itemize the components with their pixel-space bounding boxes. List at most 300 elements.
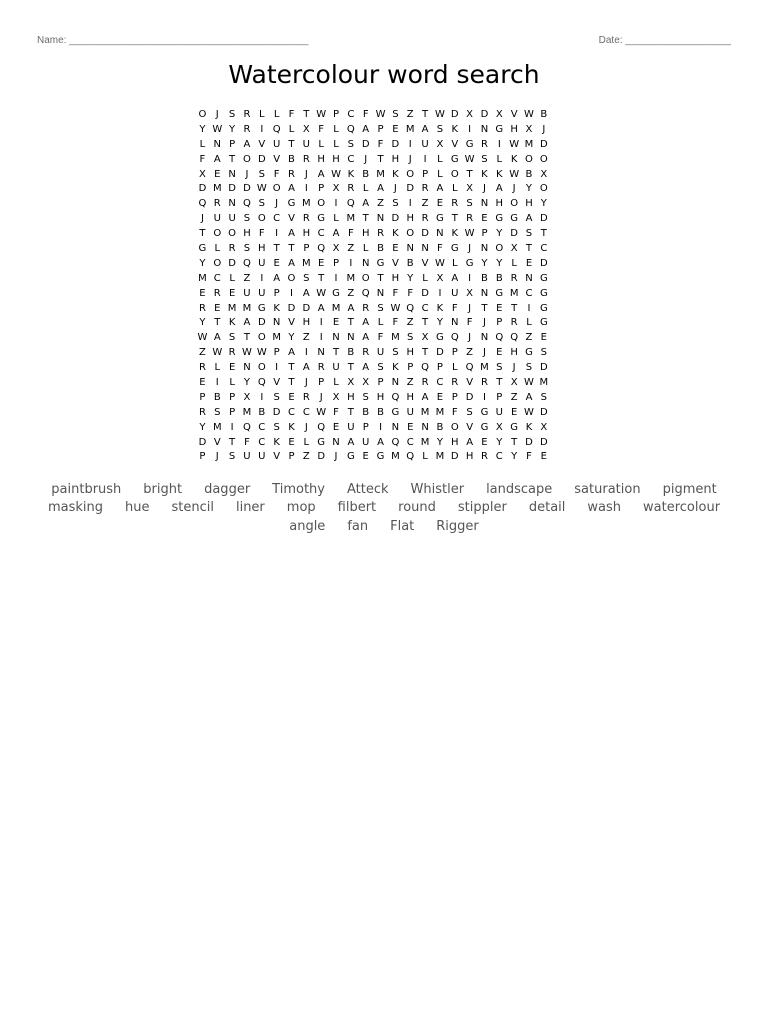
grid-letter: C xyxy=(525,287,533,299)
grid-letter: I xyxy=(379,421,383,433)
grid-letter: D xyxy=(228,183,236,195)
grid-letter: V xyxy=(510,108,518,120)
grid-letter: D xyxy=(510,228,518,240)
grid-letter: I xyxy=(260,272,264,284)
grid-letter: A xyxy=(273,272,281,284)
grid-letter: B xyxy=(406,257,414,269)
grid-letter: E xyxy=(392,123,399,135)
grid-letter: C xyxy=(421,302,429,314)
grid-row xyxy=(195,286,551,301)
grid-letter: T xyxy=(288,376,295,388)
word-bank-item: saturation xyxy=(574,481,641,497)
grid-letter: H xyxy=(391,153,400,165)
word-bank-line xyxy=(30,480,738,499)
word-bank-item: Rigger xyxy=(436,518,479,534)
grid-letter: A xyxy=(317,168,325,180)
grid-letter: A xyxy=(288,257,295,269)
grid-letter: U xyxy=(406,406,414,418)
grid-letter: I xyxy=(215,376,219,388)
grid-letter: V xyxy=(288,213,295,225)
grid-letter: F xyxy=(244,436,250,448)
grid-letter: G xyxy=(465,257,474,269)
grid-letter: X xyxy=(466,287,474,299)
grid-letter: N xyxy=(421,421,429,433)
grid-letter: M xyxy=(272,332,281,344)
grid-letter: R xyxy=(451,198,459,210)
grid-letter: G xyxy=(539,287,548,299)
grid-letter: I xyxy=(275,362,279,374)
grid-letter: N xyxy=(332,436,340,448)
grid-letter: A xyxy=(362,123,370,135)
grid-letter: E xyxy=(318,257,325,269)
grid-letter: Q xyxy=(272,123,281,135)
grid-letter: A xyxy=(332,228,340,240)
grid-letter: D xyxy=(257,317,266,329)
grid-letter: X xyxy=(540,168,548,180)
grid-letter: D xyxy=(421,287,429,299)
grid-letter: I xyxy=(482,391,486,403)
grid-letter: H xyxy=(465,451,474,463)
grid-letter: Z xyxy=(406,317,414,329)
grid-letter: A xyxy=(377,183,384,195)
grid-row xyxy=(195,345,551,360)
grid-letter: G xyxy=(376,257,385,269)
grid-letter: J xyxy=(542,123,546,135)
grid-letter: L xyxy=(451,183,458,195)
grid-letter: S xyxy=(540,347,547,359)
grid-letter: D xyxy=(436,347,444,359)
grid-letter: I xyxy=(319,332,323,344)
grid-row xyxy=(195,152,551,167)
grid-letter: M xyxy=(212,183,222,195)
grid-letter: G xyxy=(525,347,533,359)
grid-letter: J xyxy=(304,421,308,433)
grid-letter: A xyxy=(451,272,459,284)
grid-letter: G xyxy=(376,451,385,463)
grid-letter: J xyxy=(468,302,472,314)
grid-letter: R xyxy=(510,317,518,329)
grid-letter: T xyxy=(347,317,354,329)
word-bank-item: stippler xyxy=(457,500,507,516)
grid-letter: O xyxy=(406,168,415,180)
grid-letter: E xyxy=(510,406,518,418)
grid-letter: G xyxy=(346,451,355,463)
grid-letter: N xyxy=(480,332,489,344)
word-bank-item: Timothy xyxy=(272,481,325,497)
grid-letter: U xyxy=(376,347,385,359)
grid-letter: E xyxy=(288,436,295,448)
grid-letter: R xyxy=(198,302,206,314)
grid-letter: U xyxy=(258,451,266,463)
grid-letter: T xyxy=(288,138,295,150)
grid-letter: E xyxy=(362,451,369,463)
grid-letter: V xyxy=(451,138,459,150)
grid-letter: V xyxy=(466,376,474,388)
grid-row xyxy=(195,330,551,345)
grid-letter: P xyxy=(199,451,206,463)
grid-letter: P xyxy=(436,362,443,374)
grid-letter: C xyxy=(347,153,355,165)
grid-letter: B xyxy=(347,347,355,359)
grid-letter: E xyxy=(214,302,221,314)
grid-letter: K xyxy=(525,421,533,433)
grid-letter: G xyxy=(539,317,548,329)
grid-letter: I xyxy=(304,347,308,359)
grid-letter: T xyxy=(466,168,473,180)
grid-letter: R xyxy=(362,347,370,359)
word-bank-item: Atteck xyxy=(346,481,389,497)
grid-letter: Q xyxy=(450,332,459,344)
grid-letter: K xyxy=(288,421,295,433)
grid-letter: D xyxy=(228,257,236,269)
grid-letter: G xyxy=(391,406,400,418)
word-bank-line xyxy=(30,499,738,518)
word-bank-item: Flat xyxy=(390,518,415,534)
grid-letter: N xyxy=(391,376,400,388)
grid-letter: B xyxy=(377,406,384,418)
grid-letter: R xyxy=(288,168,295,180)
grid-letter: U xyxy=(362,436,370,448)
grid-letter: L xyxy=(511,257,517,269)
grid-letter: M xyxy=(391,332,400,344)
grid-row xyxy=(195,241,551,256)
grid-letter: F xyxy=(288,108,295,120)
grid-letter: M xyxy=(227,302,237,314)
grid-letter: Y xyxy=(511,451,518,463)
grid-letter: S xyxy=(496,362,503,374)
grid-letter: Y xyxy=(436,436,443,448)
grid-letter: Q xyxy=(406,451,415,463)
grid-letter: A xyxy=(288,347,295,359)
grid-letter: Q xyxy=(317,421,326,433)
grid-letter: D xyxy=(272,406,281,418)
grid-letter: D xyxy=(391,213,400,225)
grid-letter: R xyxy=(480,376,488,388)
grid-letter: C xyxy=(406,436,414,448)
grid-letter: I xyxy=(290,287,293,299)
grid-letter: K xyxy=(451,228,459,240)
grid-letter: P xyxy=(362,421,369,433)
word-bank xyxy=(30,480,738,536)
grid-letter: R xyxy=(480,451,488,463)
grid-letter: Q xyxy=(198,198,207,210)
grid-letter: A xyxy=(525,213,533,225)
word-bank-line xyxy=(30,517,738,536)
grid-letter: O xyxy=(257,213,266,225)
grid-letter: Q xyxy=(257,376,266,388)
grid-letter: U xyxy=(495,406,503,418)
grid-letter: T xyxy=(511,436,518,448)
grid-letter: N xyxy=(451,317,459,329)
grid-letter: H xyxy=(243,228,251,240)
grid-letter: U xyxy=(228,213,236,225)
grid-letter: X xyxy=(198,168,206,180)
grid-letter: S xyxy=(407,332,414,344)
grid-letter: D xyxy=(539,138,548,150)
grid-letter: G xyxy=(198,242,207,254)
grid-letter: Q xyxy=(243,257,251,269)
grid-letter: Z xyxy=(302,451,310,463)
grid-letter: L xyxy=(229,272,235,284)
grid-letter: G xyxy=(332,287,340,299)
grid-letter: E xyxy=(540,332,547,344)
grid-letter: O xyxy=(406,228,415,240)
grid-letter: P xyxy=(496,317,503,329)
grid-letter: O xyxy=(213,228,222,240)
grid-letter: H xyxy=(376,391,385,403)
grid-letter: E xyxy=(540,451,547,463)
grid-letter: X xyxy=(466,108,474,120)
grid-letter: S xyxy=(377,362,384,374)
grid-letter: H xyxy=(258,242,266,254)
grid-letter: S xyxy=(466,406,473,418)
grid-letter: E xyxy=(332,421,340,433)
grid-letter: M xyxy=(435,406,445,418)
grid-letter: B xyxy=(362,168,370,180)
grid-letter: A xyxy=(347,436,355,448)
grid-letter: D xyxy=(525,436,533,448)
grid-letter: K xyxy=(496,168,503,180)
grid-letter: J xyxy=(468,332,472,344)
grid-letter: Z xyxy=(302,332,310,344)
word-bank-item: wash xyxy=(587,500,622,516)
grid-letter: S xyxy=(243,213,251,225)
grid-letter: T xyxy=(377,153,384,165)
grid-letter: E xyxy=(407,421,414,433)
grid-letter: X xyxy=(525,123,533,135)
grid-letter: M xyxy=(391,451,400,463)
grid-letter: B xyxy=(540,108,548,120)
grid-letter: F xyxy=(333,406,339,418)
grid-letter: J xyxy=(304,168,308,180)
grid-letter: D xyxy=(361,138,370,150)
grid-letter: T xyxy=(540,228,547,240)
grid-letter: C xyxy=(540,242,548,254)
word-bank-item: angle xyxy=(289,518,326,534)
grid-letter: X xyxy=(495,108,503,120)
grid-letter: L xyxy=(199,138,206,150)
grid-letter: K xyxy=(392,228,399,240)
grid-letter: V xyxy=(273,451,281,463)
grid-letter: W xyxy=(212,123,223,135)
grid-letter: D xyxy=(421,228,429,240)
grid-letter: Z xyxy=(466,347,474,359)
grid-letter: P xyxy=(229,391,236,403)
grid-row xyxy=(195,435,551,450)
grid-letter: R xyxy=(466,213,474,225)
grid-letter: T xyxy=(229,153,236,165)
grid-letter: O xyxy=(287,272,296,284)
grid-letter: I xyxy=(349,257,353,269)
grid-letter: W xyxy=(316,108,327,120)
grid-letter: Q xyxy=(243,198,251,210)
grid-letter: Y xyxy=(229,123,236,135)
grid-letter: B xyxy=(258,406,266,418)
grid-letter: S xyxy=(392,347,399,359)
grid-letter: W xyxy=(524,406,534,418)
grid-letter: I xyxy=(319,317,323,329)
grid-letter: D xyxy=(465,391,474,403)
grid-letter: A xyxy=(362,198,370,210)
grid-letter: D xyxy=(539,213,548,225)
grid-letter: J xyxy=(408,153,412,165)
grid-letter: F xyxy=(377,138,384,150)
word-bank-item: watercolour xyxy=(643,500,721,516)
grid-letter: W xyxy=(434,108,445,120)
grid-letter: D xyxy=(198,436,207,448)
grid-letter: Y xyxy=(199,317,206,329)
grid-letter: Y xyxy=(199,421,206,433)
grid-letter: K xyxy=(451,123,459,135)
grid-letter: T xyxy=(347,362,354,374)
grid-letter: Q xyxy=(465,362,474,374)
grid-letter: W xyxy=(197,332,208,344)
grid-letter: G xyxy=(317,436,326,448)
grid-letter: D xyxy=(539,436,548,448)
grid-row xyxy=(195,405,551,420)
grid-letter: A xyxy=(362,332,370,344)
grid-letter: E xyxy=(436,391,444,403)
date-field[interactable]: Date: ___________________ xyxy=(598,35,731,46)
grid-letter: A xyxy=(421,123,429,135)
grid-letter: W xyxy=(256,183,267,195)
grid-letter: H xyxy=(317,153,325,165)
grid-letter: Y xyxy=(199,123,206,135)
grid-letter: D xyxy=(243,183,251,195)
grid-letter: B xyxy=(481,272,488,284)
grid-letter: Y xyxy=(540,198,547,210)
word-bank-item: stencil xyxy=(171,500,214,516)
grid-letter: J xyxy=(245,168,249,180)
grid-letter: N xyxy=(228,198,236,210)
grid-letter: K xyxy=(510,153,518,165)
grid-row xyxy=(195,271,551,286)
grid-letter: G xyxy=(495,123,504,135)
grid-letter: T xyxy=(511,302,518,314)
grid-row xyxy=(195,226,551,241)
grid-letter: Y xyxy=(496,228,503,240)
grid-letter: F xyxy=(347,228,354,240)
grid-row xyxy=(195,315,551,330)
name-field[interactable]: Name: ___________________________________________ xyxy=(37,35,309,46)
grid-letter: N xyxy=(272,317,281,329)
grid-letter: O xyxy=(361,272,370,284)
grid-row xyxy=(195,181,551,196)
grid-letter: I xyxy=(408,198,412,210)
grid-letter: T xyxy=(273,242,280,254)
grid-letter: A xyxy=(525,391,533,403)
grid-letter: Q xyxy=(243,421,251,433)
grid-letter: Y xyxy=(496,257,503,269)
grid-letter: M xyxy=(242,406,252,418)
grid-letter: Y xyxy=(288,332,295,344)
grid-letter: U xyxy=(258,287,266,299)
grid-letter: Z xyxy=(525,332,533,344)
grid-letter: Q xyxy=(361,287,370,299)
grid-letter: H xyxy=(302,228,311,240)
grid-letter: M xyxy=(376,168,385,180)
grid-letter: N xyxy=(332,332,340,344)
grid-letter: M xyxy=(524,138,534,150)
grid-letter: U xyxy=(243,287,251,299)
grid-letter: D xyxy=(450,108,459,120)
grid-letter: M xyxy=(420,436,430,448)
grid-letter: A xyxy=(362,317,370,329)
grid-letter: H xyxy=(347,391,355,403)
grid-letter: V xyxy=(273,153,281,165)
grid-letter: X xyxy=(495,421,503,433)
word-bank-item: pigment xyxy=(662,481,717,497)
grid-letter: Y xyxy=(243,376,250,388)
word-bank-item: Whistler xyxy=(410,481,465,497)
grid-letter: D xyxy=(317,451,326,463)
grid-letter: G xyxy=(450,153,459,165)
grid-letter: G xyxy=(510,213,519,225)
grid-letter: R xyxy=(421,376,429,388)
grid-letter: L xyxy=(377,317,384,329)
grid-letter: D xyxy=(302,302,311,314)
grid-letter: P xyxy=(481,228,488,240)
grid-letter: L xyxy=(288,123,295,135)
grid-letter: Y xyxy=(525,183,533,195)
grid-letter: S xyxy=(228,332,236,344)
grid-letter: V xyxy=(213,436,221,448)
grid-letter: J xyxy=(334,451,338,463)
grid-letter: L xyxy=(318,138,324,150)
grid-letter: M xyxy=(435,451,445,463)
grid-letter: U xyxy=(243,451,251,463)
grid-letter: E xyxy=(288,391,295,403)
grid-letter: Z xyxy=(406,108,414,120)
grid-letter: G xyxy=(495,287,504,299)
grid-letter: P xyxy=(318,183,325,195)
grid-letter: R xyxy=(302,391,310,403)
grid-letter: M xyxy=(405,123,415,135)
grid-letter: Z xyxy=(406,376,414,388)
grid-letter: B xyxy=(213,391,221,403)
grid-letter: X xyxy=(332,242,340,254)
grid-letter: G xyxy=(510,421,519,433)
word-bank-item: paintbrush xyxy=(51,481,122,497)
grid-letter: M xyxy=(302,198,311,210)
grid-letter: P xyxy=(333,108,340,120)
grid-letter: T xyxy=(199,228,206,240)
grid-row xyxy=(195,122,551,137)
grid-letter: E xyxy=(481,213,488,225)
grid-letter: Q xyxy=(346,123,355,135)
grid-letter: R xyxy=(421,213,429,225)
header-row xyxy=(37,35,731,49)
grid-letter: B xyxy=(362,406,370,418)
grid-letter: B xyxy=(288,153,295,165)
grid-letter: S xyxy=(540,391,547,403)
grid-letter: C xyxy=(436,376,444,388)
letter-grid xyxy=(195,107,551,464)
grid-letter: T xyxy=(347,406,354,418)
grid-letter: A xyxy=(213,332,221,344)
grid-letter: Y xyxy=(481,257,488,269)
word-bank-item: round xyxy=(398,500,436,516)
grid-letter: P xyxy=(377,376,384,388)
grid-letter: R xyxy=(347,183,355,195)
grid-letter: T xyxy=(332,347,340,359)
grid-letter: D xyxy=(450,451,459,463)
grid-letter: T xyxy=(496,376,503,388)
word-bank-item: hue xyxy=(125,500,150,516)
grid-letter: M xyxy=(539,376,549,388)
grid-letter: L xyxy=(259,108,265,120)
grid-letter: R xyxy=(451,376,459,388)
